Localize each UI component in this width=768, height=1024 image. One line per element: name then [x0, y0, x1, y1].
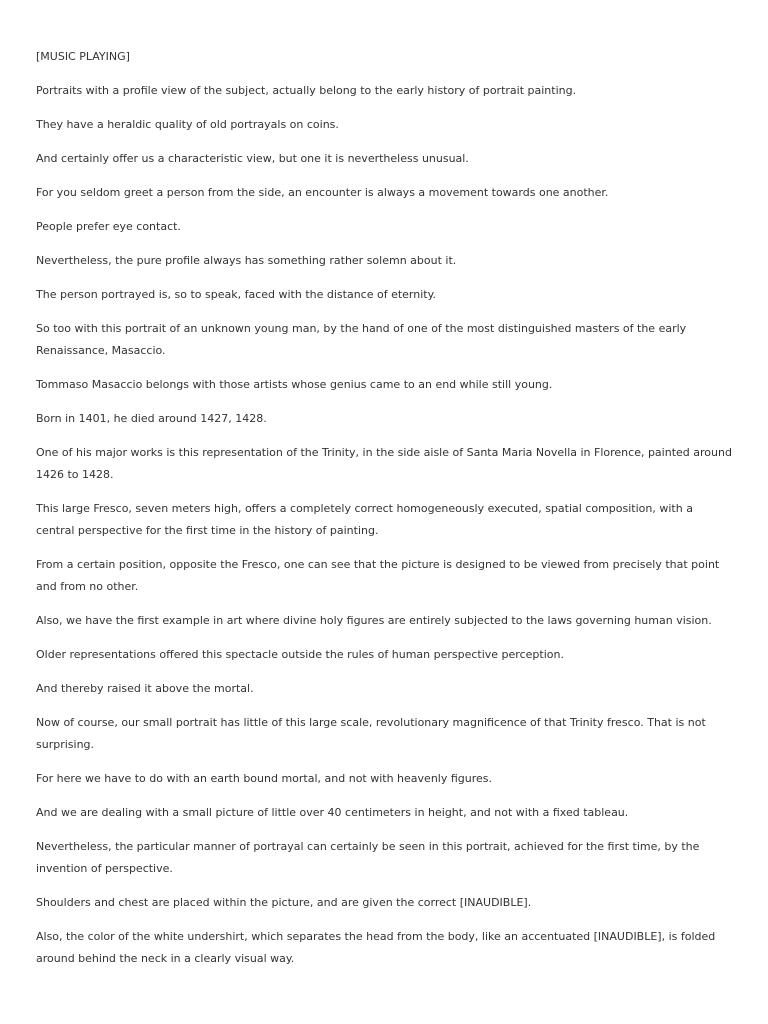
transcript-paragraph: This large Fresco, seven meters high, offers a completely correct homogeneously executed, spatial composition, with a central perspective for the first time in the history of painting. — [36, 502, 693, 537]
transcript-paragraph: From a certain position, opposite the Fresco, one can see that the picture is designed to be viewed from precisely that point and from no other. — [36, 558, 720, 593]
transcript-paragraph: And thereby raised it above the mortal. — [36, 682, 254, 695]
transcript-paragraph: The person portrayed is, so to speak, faced with the distance of eternity. — [36, 288, 437, 301]
transcript-paragraph: For here we have to do with an earth bound mortal, and not with heavenly figures. — [36, 772, 493, 785]
transcript-paragraph: They have a heraldic quality of old portrayals on coins. — [36, 118, 339, 131]
transcript-paragraph: And we are dealing with a small picture of little over 40 centimeters in height, and not with a fixed tableau. — [36, 806, 629, 819]
transcript-paragraph: Also, the color of the white undershirt, which separates the head from the body, like an accentuated [INAUDIBLE], is folded around behind the neck in a clearly visual way. — [36, 930, 716, 965]
transcript-paragraph: Tommaso Masaccio belongs with those artists whose genius came to an end while still young. — [36, 378, 553, 391]
transcript-paragraph: Also, we have the first example in art where divine holy figures are entirely subjected to the laws governing human vision. — [36, 614, 712, 627]
transcript-paragraph: [MUSIC PLAYING] — [36, 50, 130, 63]
transcript-paragraph: Nevertheless, the particular manner of portrayal can certainly be seen in this portrait, achieved for the first time, by the invention of perspective. — [36, 840, 700, 875]
transcript-paragraph: For you seldom greet a person from the side, an encounter is always a movement towards one another. — [36, 186, 609, 199]
transcript-paragraph: Nevertheless, the pure profile always has something rather solemn about it. — [36, 254, 457, 267]
transcript-paragraph: One of his major works is this representation of the Trinity, in the side aisle of Santa Maria Novella in Florence, painted around 1426 to 1428. — [36, 446, 732, 481]
transcript-paragraph: And certainly offer us a characteristic view, but one it is nevertheless unusual. — [36, 152, 469, 165]
transcript-paragraph: Older representations offered this spectacle outside the rules of human perspective perception. — [36, 648, 564, 661]
transcript-paragraph: Now of course, our small portrait has little of this large scale, revolutionary magnificence of that Trinity fresco. That is not surprising. — [36, 716, 706, 751]
transcript-paragraph: Shoulders and chest are placed within the picture, and are given the correct [INAUDIBLE]. — [36, 896, 532, 909]
transcript-paragraph: Portraits with a profile view of the subject, actually belong to the early history of portrait painting. — [36, 84, 577, 97]
transcript-paragraph: Born in 1401, he died around 1427, 1428. — [36, 412, 267, 425]
transcript-paragraph: People prefer eye contact. — [36, 220, 181, 233]
transcript-paragraph: So too with this portrait of an unknown young man, by the hand of one of the most distinguished masters of the early Renaissance, Masaccio. — [36, 322, 687, 357]
